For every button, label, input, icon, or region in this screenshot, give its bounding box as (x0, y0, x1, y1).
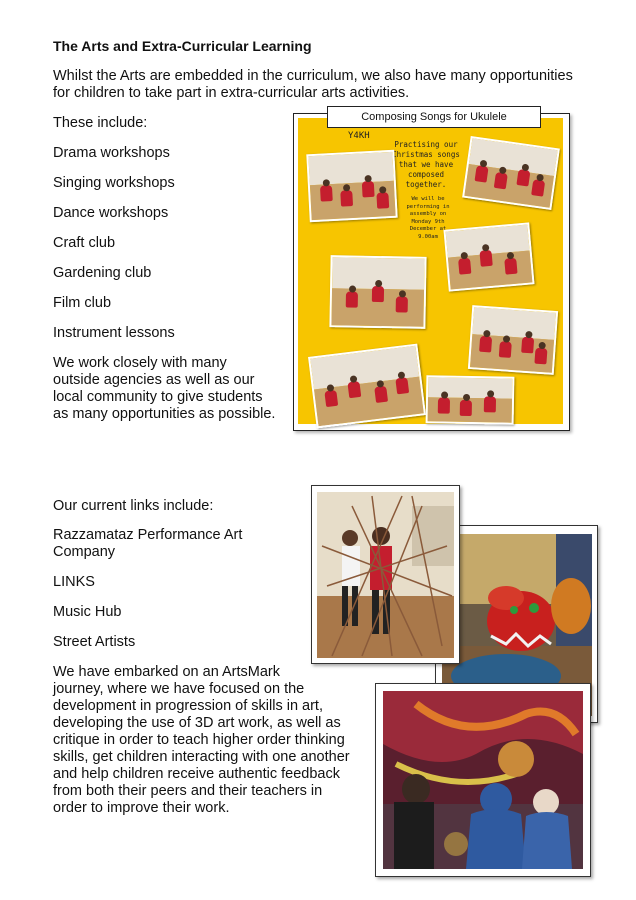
message-line: Practising our (394, 140, 458, 149)
ukulele-photo (468, 305, 558, 375)
link-links: LINKS (53, 574, 95, 590)
ukulele-photo (306, 150, 397, 223)
links-intro: Our current links include: (53, 498, 214, 514)
message-line: Christmas songs (392, 150, 460, 159)
poster-message (386, 140, 466, 190)
closing-line: outside agencies as well as our (53, 372, 255, 388)
ukulele-photo (443, 222, 534, 291)
poster-background (298, 118, 563, 424)
ukulele-photo (308, 344, 426, 429)
artsmark-line: from both their peers and their teachers in (53, 783, 323, 799)
message-line: together. (405, 180, 447, 189)
note-line: 9.00am (418, 233, 438, 240)
poster-title: Composing Songs for Ukulele (327, 106, 541, 128)
poster-class-label: Y4KH (348, 131, 370, 141)
link-razzamataz: Razzamataz Performance Art (53, 527, 243, 543)
artsmark-line: skills, get children interacting with one another (53, 749, 350, 765)
message-line: that we have (398, 160, 454, 169)
section-heading: The Arts and Extra-Curricular Learning (53, 38, 312, 54)
artsmark-line: journey, where we have focused on the (53, 681, 305, 697)
intro-line-1: Whilst the Arts are embedded in the curriculum, we also have many opportunities (53, 68, 573, 84)
note-line: Monday 9th (411, 218, 445, 225)
note-line: performing in (406, 203, 450, 210)
note-line: We will be (411, 196, 445, 202)
artsmark-line: and help children receive authentic feedback (53, 766, 340, 782)
closing-line: We work closely with many (53, 355, 227, 371)
closing-paragraph (53, 355, 275, 423)
link-razzamataz-cont: Company (53, 544, 116, 560)
activity-dance: Dance workshops (53, 205, 169, 221)
note-line: December at (409, 226, 447, 232)
activity-drama: Drama workshops (53, 145, 170, 161)
link-music-hub: Music Hub (53, 604, 122, 620)
intro-line-2: for children to take part in extra-curricular arts activities. (53, 85, 410, 101)
artsmark-line: development in progression of skills in art, (53, 698, 323, 714)
artsmark-line: order to improve their work. (53, 800, 230, 816)
ukulele-photo (329, 255, 426, 329)
these-include-label: These include: (53, 115, 148, 131)
willow-structure-photo (311, 485, 460, 664)
note-line: assembly on (409, 211, 447, 217)
ukulele-poster (293, 113, 570, 431)
activity-gardening: Gardening club (53, 265, 152, 281)
artsmark-line: We have embarked on an ArtsMark (53, 664, 281, 680)
link-street-artists: Street Artists (53, 634, 136, 650)
activity-singing: Singing workshops (53, 175, 175, 191)
artsmark-line: critique in order to teach higher order thinking (53, 732, 345, 748)
ukulele-photo (462, 136, 560, 210)
activity-film: Film club (53, 295, 112, 311)
closing-line: as many opportunities as possible. (53, 406, 276, 422)
artsmark-line: developing the use of 3D art work, as well as (53, 715, 341, 731)
activity-craft: Craft club (53, 235, 116, 251)
street-art-photo (375, 683, 591, 877)
closing-line: local community to give students (53, 389, 263, 405)
artsmark-paragraph (53, 664, 350, 817)
activity-instrument: Instrument lessons (53, 325, 175, 341)
ukulele-photo (426, 375, 515, 425)
message-line: composed (407, 170, 445, 179)
